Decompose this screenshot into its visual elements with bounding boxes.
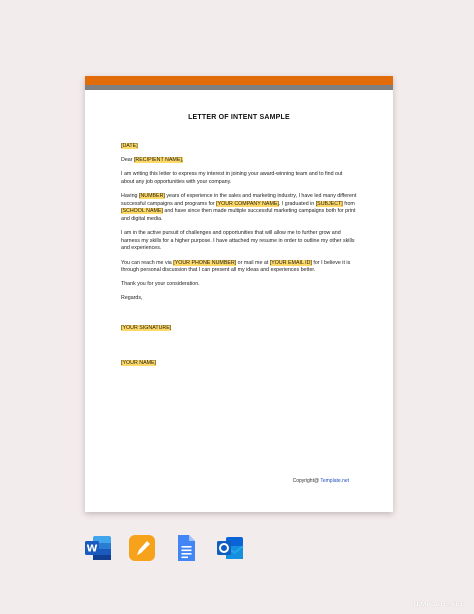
signature-placeholder: [YOUR SIGNATURE] (121, 325, 172, 331)
salutation: Dear [RECIPIENT NAME], (121, 157, 184, 164)
paragraph-5: Thank you for your consideration. (121, 281, 200, 288)
signature-line (121, 325, 171, 331)
school-placeholder: [SCHOOL NAME] (121, 208, 163, 215)
letter-document (85, 76, 393, 512)
email-placeholder: [YOUR EMAIL ID] (269, 259, 312, 266)
recipient-placeholder: [RECIPIENT NAME], (133, 157, 184, 164)
template-net-link[interactable]: Template.net (320, 478, 349, 484)
phone-placeholder: [YOUR PHONE NUMBER] (173, 259, 237, 266)
paragraph-1: I am writing this letter to express my interest in joining your award-winning team and to find out about any job opportunities with your company. (121, 171, 343, 185)
paragraph-3: I am in the active pursuit of challenges and opportunities that will allow me to further grow and harness my skills for a higher purpose. I have attached my resume in order to outline my other skills and experiences. (121, 230, 355, 252)
copyright-notice: Copyright@ Template.net (292, 478, 349, 484)
name-placeholder: [YOUR NAME] (121, 360, 157, 366)
paragraph-2: Having [NUMBER] years of experience in the sales and marketing industry, I have led many different successful campaigns and programs for [YOUR COMPANY NAME]. I graduated in [SUBJECT] from [SCHOOL NAME] and have since then made multiple successful marketing campaigns both for print and digital media. (121, 193, 357, 222)
letter-body (121, 143, 357, 310)
number-placeholder: [NUMBER] (138, 193, 165, 200)
name-line (121, 360, 156, 366)
date-placeholder: [DATE] (121, 143, 138, 149)
word-icon[interactable] (84, 534, 112, 562)
watermark: TEMPLATE.NET (412, 602, 464, 608)
closing: Regards, (121, 295, 143, 302)
header-gray-bar (85, 85, 393, 90)
header-orange-bar (85, 76, 393, 85)
document-title: LETTER OF INTENT SAMPLE (188, 114, 290, 121)
pages-icon[interactable] (128, 534, 156, 562)
outlook-icon[interactable] (216, 534, 244, 562)
app-icons-row (84, 534, 244, 562)
google-docs-icon[interactable] (172, 534, 200, 562)
company-placeholder: [YOUR COMPANY NAME] (216, 200, 279, 207)
subject-placeholder: [SUBJECT] (315, 200, 343, 207)
paragraph-4: You can reach me via [YOUR PHONE NUMBER] or mail me at [YOUR EMAIL ID] for I believe it is through personal discussion that I can present all my ideas and experiences better. (121, 259, 351, 274)
svg-text:W: W (86, 543, 98, 555)
